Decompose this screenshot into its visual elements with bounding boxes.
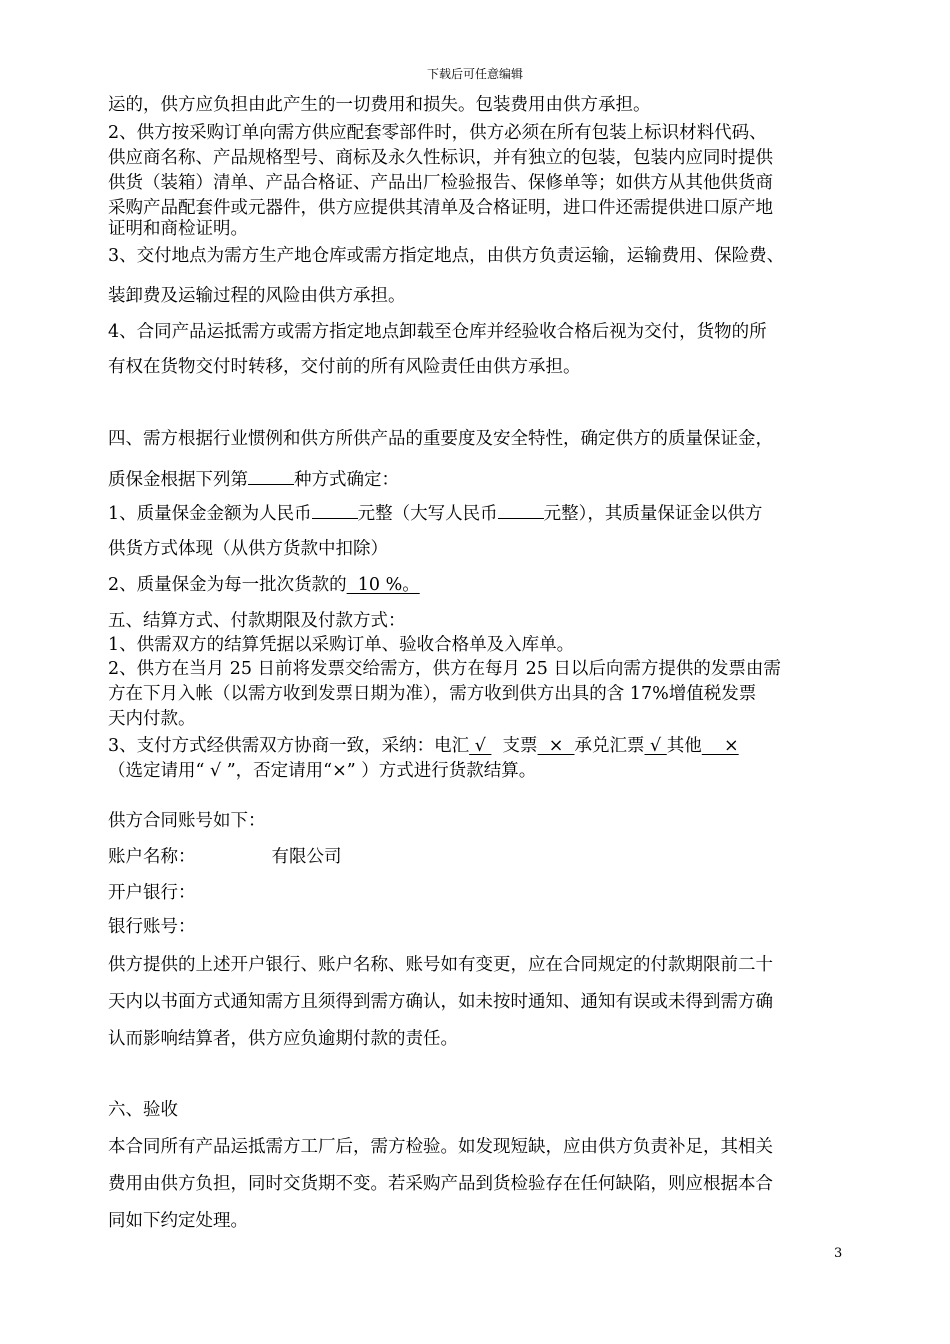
text-segment: 其他 bbox=[666, 736, 702, 756]
fill-in-blank bbox=[312, 500, 358, 519]
account-name-value: 有限公司 bbox=[271, 847, 342, 867]
text-line: （选定请用“ √ ”，否定请用“×” ）方式进行货款结算。 bbox=[108, 761, 537, 781]
text-line: 运的，供方应负担由此产生的一切费用和损失。包装费用由供方承担。 bbox=[108, 95, 651, 115]
underlined-value: 10 %。 bbox=[346, 575, 420, 595]
text-segment: 2、质量保金为每一批次货款的 bbox=[108, 575, 347, 595]
checkmark-value: √ bbox=[469, 736, 492, 756]
text-line: 4、合同产品运抵需方或需方指定地点卸载至仓库并经验收合格后视为交付，货物的所 bbox=[108, 322, 767, 342]
text-line: 同如下约定处理。 bbox=[108, 1211, 248, 1231]
text-line: 五、结算方式、付款期限及付款方式： bbox=[108, 611, 406, 631]
text-line: 2、供方按采购订单向需方供应配套零部件时，供方必须在所有包装上标识材料代码、 bbox=[108, 123, 767, 143]
text-segment: 质保金根据下列第 bbox=[108, 470, 248, 490]
account-name-label: 账户名称： bbox=[108, 847, 196, 867]
text-line: 供方合同账号如下： bbox=[108, 811, 266, 831]
text-line: 天内付款。 bbox=[108, 709, 196, 729]
text-line: 1、供需双方的结算凭据以采购订单、验收合格单及入库单。 bbox=[108, 635, 575, 655]
cross-value: × bbox=[701, 736, 739, 756]
text-line: 本合同所有产品运抵需方工厂后，需方检验。如发现短缺，应由供方负责补足，其相关 bbox=[108, 1137, 773, 1157]
text-line: 采购产品配套件或元器件，供方应提供其清单及合格证明，进口件还需提供进口原产地 bbox=[108, 198, 773, 218]
text-line bbox=[108, 574, 420, 596]
text-line bbox=[108, 846, 342, 868]
text-line: 银行账号： bbox=[108, 917, 196, 937]
text-line bbox=[108, 735, 739, 757]
text-line: 供应商名称、产品规格型号、商标及永久性标识，并有独立的包装，包装内应同时提供 bbox=[108, 148, 773, 168]
section-heading: 六、验收 bbox=[108, 1100, 178, 1120]
text-segment: 元整），其质量保证金以供方 bbox=[543, 504, 763, 524]
text-segment: 支票 bbox=[491, 736, 538, 756]
text-segment: 元整（大写人民币 bbox=[357, 504, 498, 524]
text-line bbox=[108, 500, 762, 525]
text-line: 费用由供方负担，同时交货期不变。若采购产品到货检验存在任何缺陷，则应根据本合 bbox=[108, 1174, 773, 1194]
text-line: 四、需方根据行业惯例和供方所供产品的重要度及安全特性，确定供方的质量保证金， bbox=[108, 429, 773, 449]
page-number: 3 bbox=[834, 1246, 843, 1261]
text-line: 供货（装箱）清单、产品合格证、产品出厂检验报告、保修单等；如供方从其他供货商 bbox=[108, 173, 773, 193]
text-line: 认而影响结算者，供方应负逾期付款的责任。 bbox=[108, 1029, 458, 1049]
text-line bbox=[108, 466, 399, 491]
text-segment: 种方式确定： bbox=[294, 470, 399, 490]
text-line: 有权在货物交付时转移，交付前的所有风险责任由供方承担。 bbox=[108, 357, 581, 377]
text-segment: 承兑汇票 bbox=[574, 736, 645, 756]
text-line: 天内以书面方式通知需方且须得到需方确认，如未按时通知、通知有误或未得到需方确 bbox=[108, 992, 773, 1012]
text-line: 装卸费及运输过程的风险由供方承担。 bbox=[108, 286, 406, 306]
text-line: 证明和商检证明。 bbox=[108, 219, 248, 239]
checkmark-value: √ bbox=[644, 736, 667, 756]
text-line: 供方提供的上述开户银行、账户名称、账号如有变更，应在合同规定的付款期限前二十 bbox=[108, 955, 773, 975]
text-line: 方在下月入帐（以需方收到发票日期为准），需方收到供方出具的含 17%增值税发票 bbox=[108, 684, 757, 704]
fill-in-blank bbox=[498, 500, 544, 519]
text-line: 开户银行： bbox=[108, 883, 196, 903]
page-header-note: 下载后可任意编辑 bbox=[426, 67, 523, 81]
text-line: 3、交付地点为需方生产地仓库或需方指定地点，由供方负责运输，运输费用、保险费、 bbox=[108, 246, 785, 266]
fill-in-blank bbox=[248, 466, 294, 485]
text-segment: 3、支付方式经供需双方协商一致，采纳：电汇 bbox=[108, 736, 470, 756]
cross-value: × bbox=[537, 736, 575, 756]
text-segment: 1、质量保金金额为人民币 bbox=[108, 504, 312, 524]
text-line: 2、供方在当月 25 日前将发票交给需方，供方在每月 25 日以后向需方提供的发票由需 bbox=[108, 659, 781, 679]
text-line: 供货方式体现（从供方货款中扣除） bbox=[108, 539, 388, 559]
